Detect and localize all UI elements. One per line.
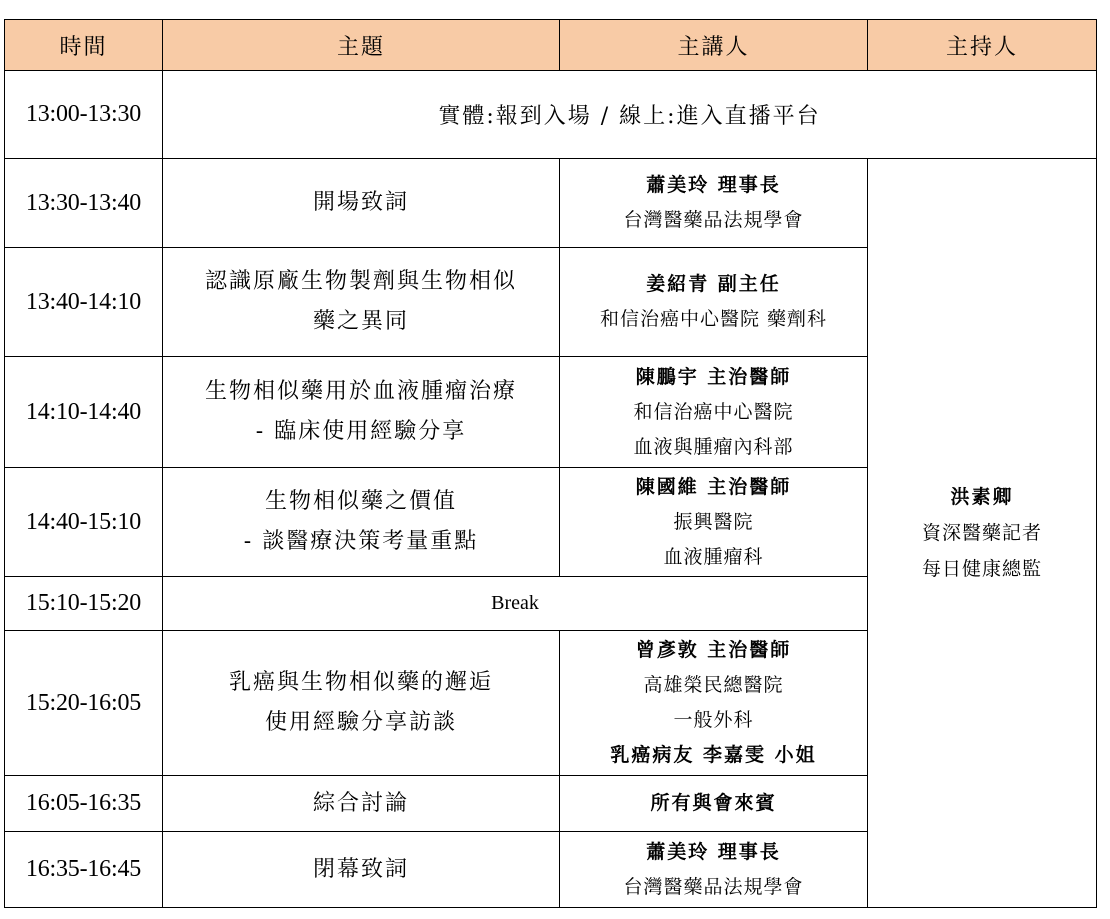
- speaker-name: 蕭美玲 理事長: [646, 840, 781, 863]
- topic-line: 使用經驗分享訪談: [264, 710, 457, 735]
- speaker-affiliation: 和信治癌中心醫院: [633, 400, 794, 423]
- topic-cell: [163, 468, 560, 577]
- speaker-name: 曾彥敦 主治醫師: [635, 639, 792, 661]
- host-title: 每日健康總監: [921, 558, 1042, 580]
- host-name: 洪素卿: [950, 486, 1014, 508]
- speaker-department: 一般外科: [673, 709, 754, 731]
- speaker-affiliation: 和信治癌中心醫院 藥劑科: [599, 308, 828, 330]
- topic-line: 綜合討論: [312, 790, 409, 816]
- time-cell: 15:10-15:20: [5, 577, 163, 631]
- topic-line: 認識原廠生物製劑與生物相似: [204, 269, 517, 294]
- break-cell: Break: [163, 577, 868, 631]
- topic-cell: [163, 631, 560, 776]
- header-speaker: 主講人: [560, 20, 868, 71]
- speaker-affiliation: 台灣醫藥品法規學會: [623, 875, 804, 898]
- checkin-cell: 實體:報到入場 / 線上:進入直播平台: [163, 71, 1097, 159]
- speaker-affiliation: 振興醫院: [673, 510, 754, 533]
- speaker-name: 所有與會來賓: [650, 792, 777, 814]
- host-cell: [868, 159, 1097, 908]
- speaker-name: 姜紹青 副主任: [646, 273, 781, 295]
- time-cell: 16:05-16:35: [5, 776, 163, 832]
- time-cell: 13:30-13:40: [5, 159, 163, 248]
- table-row: [5, 159, 1097, 248]
- topic-cell: [163, 832, 560, 908]
- topic-cell: [163, 248, 560, 357]
- time-cell: 14:10-14:40: [5, 357, 163, 468]
- topic-line: 閉幕致詞: [312, 856, 409, 882]
- topic-cell: [163, 159, 560, 248]
- topic-line: 生物相似藥之價值: [264, 489, 457, 514]
- speaker-name: 陳鵬宇 主治醫師: [635, 365, 792, 388]
- speaker-name: 陳國維 主治醫師: [635, 475, 792, 498]
- topic-line: 藥之異同: [312, 309, 409, 334]
- topic-line: 乳癌與生物相似藥的邂逅: [228, 670, 493, 695]
- topic-line: - 談醫療決策考量重點: [243, 529, 479, 554]
- speaker-department: 血液腫瘤科: [663, 545, 764, 568]
- host-title: 資深醫藥記者: [921, 522, 1042, 544]
- speaker-affiliation: 台灣醫藥品法規學會: [623, 209, 804, 231]
- time-cell: 13:00-13:30: [5, 71, 163, 159]
- table-row: [5, 71, 1097, 159]
- speaker-cell: [560, 468, 868, 577]
- topic-line: 開場致詞: [312, 190, 409, 215]
- speaker-cell: [560, 159, 868, 248]
- guest-name: 乳癌病友 李嘉雯 小姐: [610, 744, 817, 766]
- agenda-table: [4, 19, 1097, 908]
- time-cell: 16:35-16:45: [5, 832, 163, 908]
- speaker-name: 蕭美玲 理事長: [646, 174, 781, 196]
- header-host: 主持人: [868, 20, 1097, 71]
- time-cell: 14:40-15:10: [5, 468, 163, 577]
- speaker-cell: [560, 776, 868, 832]
- topic-cell: [163, 776, 560, 832]
- speaker-cell: [560, 631, 868, 776]
- speaker-affiliation: 高雄榮民總醫院: [643, 674, 784, 696]
- speaker-cell: [560, 832, 868, 908]
- topic-cell: [163, 357, 560, 468]
- topic-line: - 臨床使用經驗分享: [255, 419, 467, 444]
- header-time: 時間: [5, 20, 163, 71]
- time-cell: 13:40-14:10: [5, 248, 163, 357]
- speaker-cell: [560, 248, 868, 357]
- header-row: [5, 20, 1097, 71]
- header-topic: 主題: [163, 20, 560, 71]
- speaker-cell: [560, 357, 868, 468]
- topic-line: 生物相似藥用於血液腫瘤治療: [204, 379, 517, 404]
- speaker-department: 血液與腫瘤內科部: [633, 435, 794, 458]
- time-cell: 15:20-16:05: [5, 631, 163, 776]
